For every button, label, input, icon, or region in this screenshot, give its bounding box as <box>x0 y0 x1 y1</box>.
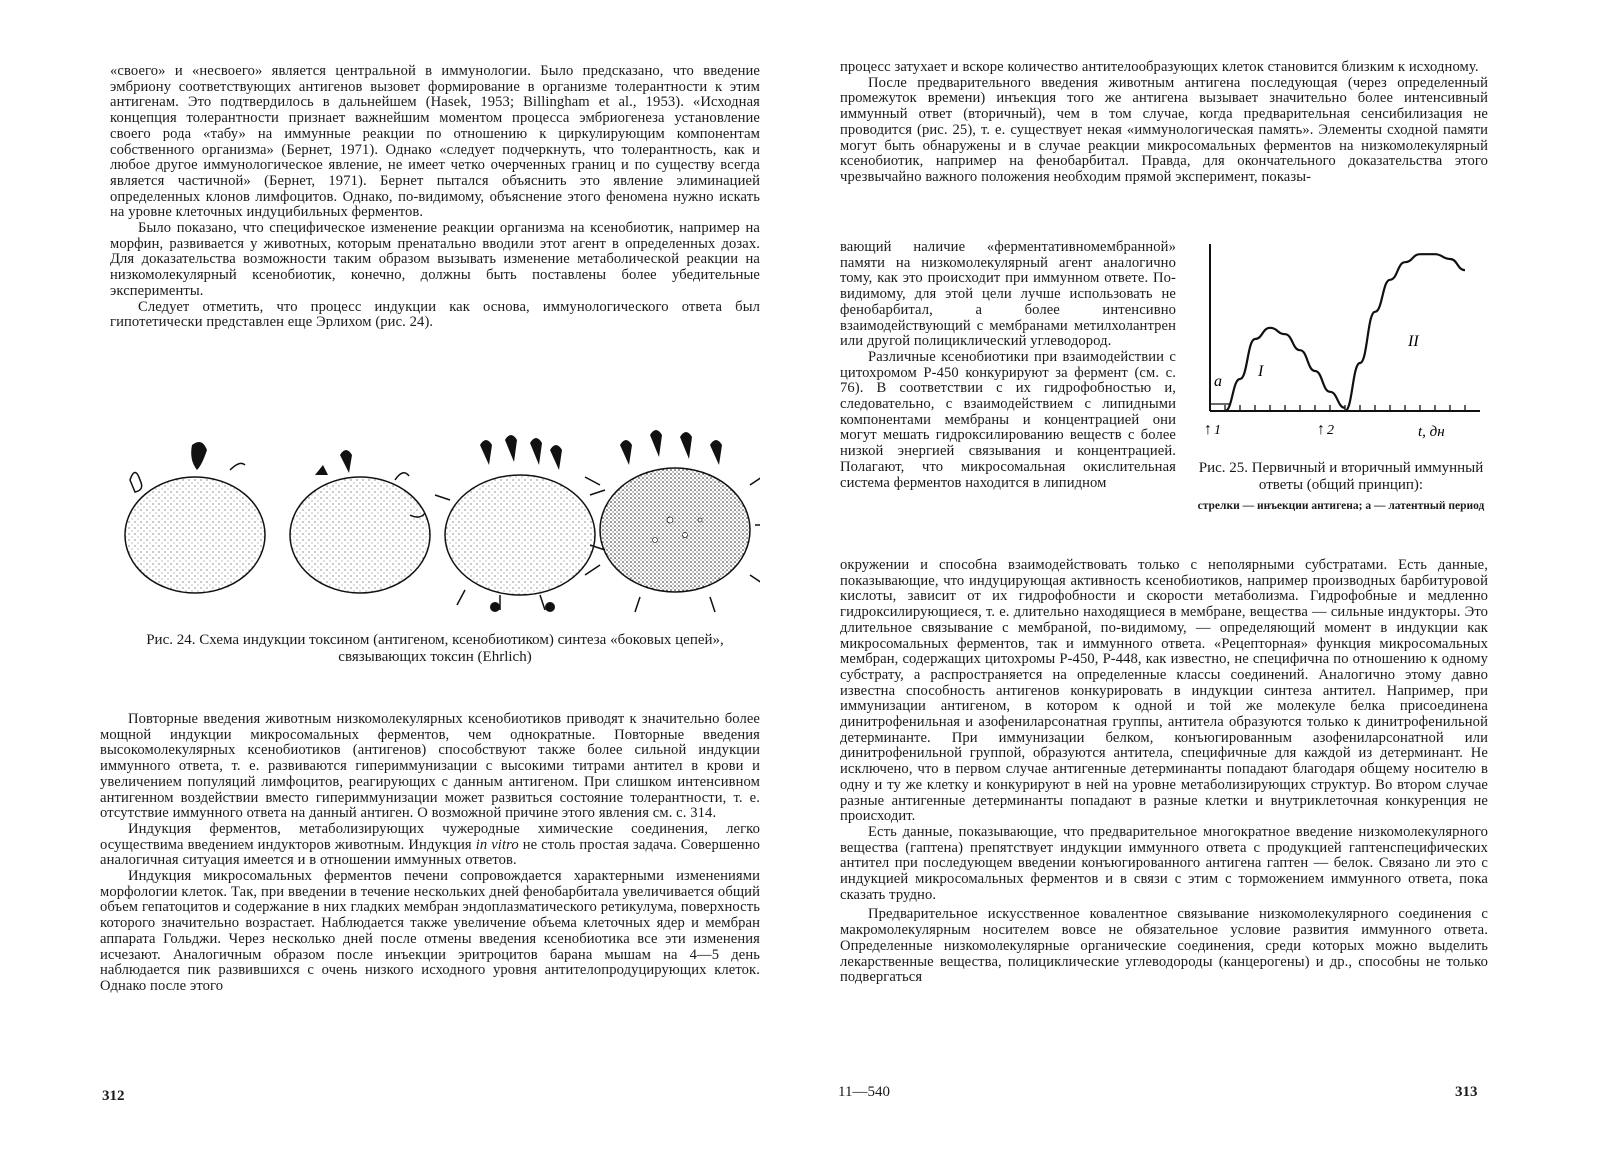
right-paragraph-5: Предварительное искусственное ковалентное связывание низкомолекулярного соединения с макромолекулярным носителем вовсе не обязательное условие развития иммунного ответа. Определенные низкомолекулярные органические соединения, среди которых можно выделить лекарственные вещества, полициклические углеводороды (канцерогены) и др., способны не только подвергаться <box>840 906 1488 986</box>
figure-24-caption: Рис. 24. Схема индукции токсином (антигеном, ксенобиотиком) синтеза «боковых цепей», связывающих токсин (Ehrlich) <box>146 632 724 665</box>
left-page-number: 312 <box>102 1088 125 1104</box>
left-paragraph-1: «своего» и «несвоего» является центральной в иммунологии. Было предсказано, что введение эмбриону соответствующих антигенов вызовет формирование в организме толерантности к этим антигенам. Это подтвердилось в дальнейшем (Hasek, 1953; Billingham et al., 1953). «Исходная концепция толерантности признает важнейшим моментом процесса эмбриогенеза установление своего рода «табу» на иммунные реакции по отношению к циркулирующим компонентам собственного организма» (Бернет, 1971). Однако «следует подчеркнуть, что толерантность, как и любое другое иммунологическое явление, не имеет четко очерченных границ и по существу всегда является частичной» (Бернет, 1971). Бернет пытался объяснить это явление элиминацией определенных клонов лимфоцитов. Однако, по-видимому, объяснение этого феномена нужно искать на уровне клеточных индуцибильных ферментов. <box>110 63 760 221</box>
left-paragraph-4: Повторные введения животным низкомолекулярных ксенобиотиков приводят к значительно более мощной индукции микросомальных ферментов, чем однократные. Повторные введения высокомолекулярных ксенобиотиков (антигенов) способствуют также более сильной индукции иммунного ответа, т. е. развиваются гипериммунизации с высокими титрами антител в крови и увеличением популяций лимфоцитов, реагирующих с данным антигеном. При слишком интенсивном антигенном воздействии вместо гипериммунизации может развиться состояние толерантности, т. е. отсутствие иммунного ответа на данный антиген. О возможной причине этого явления см. с. 314. <box>100 711 760 822</box>
latent-period-label: a <box>1214 373 1222 390</box>
p5-text-b: не столь простая задача. Совершенно аналогичная ситуация имеется и в отношении иммунных ответов. <box>100 836 761 869</box>
left-paragraph-2: Было показано, что специфическое изменение реакции организма на ксенобиотик, например на морфин, развивается у животных, которым пренатально вводили этот агент в определенных дозах. Для доказательства возможности таким образом вызывать изменение метаболической реакции на низкомолекулярный ксенобиотик, конечно, должны быть поставлены более убедительные эксперименты. <box>110 220 760 299</box>
figure-25-caption: Рис. 25. Первичный и вторичный иммунный ответы (общий принцип): <box>1198 460 1484 493</box>
arrow-1-label: 1 <box>1214 423 1221 438</box>
arrow-1-glyph: ↑ <box>1204 421 1212 438</box>
left-text-top <box>110 64 760 331</box>
arrow-2-label: 2 <box>1327 423 1334 438</box>
right-page <box>800 0 1600 1176</box>
right-paragraph-3-part-1: Различные ксенобиотики при взаимодействии с цитохромом Р-450 конкурируют за фермент (см. с. 76). В соответствии с их гидрофобностью и, следовательно, с взаимодействием с липидными компонентами мембраны и концентрацией они могут мешать гидроксилированию веществ с более низкой энергией связывания и концентрацией. Полагают, что микросомальная окислительная система ферментов находится в липидном <box>840 348 1176 491</box>
right-text-narrow <box>840 240 1176 491</box>
peak-1-label: I <box>1258 363 1264 380</box>
left-text-bottom <box>100 712 760 995</box>
left-paragraph-3: Следует отметить, что процесс индукции как основа, иммунологического ответа был гипотетически представлен еще Эрлихом (рис. 24). <box>110 298 760 331</box>
figure-24-caption-block <box>110 632 760 666</box>
arrow-2-glyph: ↑ <box>1317 421 1325 438</box>
right-paragraph-2: После предварительного введения животным антигена последующая (через определенный промежуток времени) инъекция того же антигена вызывает значительно более интенсивный иммунный ответ (вторичный), чем в том случае, когда предварительная сенсибилизация не проводится (рис. 25), т. е. существует некая «иммунологическая память». Элементы сходной памяти могут быть обнаружены и в случае реакции микросомальных ферментов на низкомолекулярный ксенобиотик, например на фенобарбитал. Правда, для окончательного доказательства этого чрезвычайно важного положения необходим прямой эксперимент, показы- <box>840 74 1488 185</box>
cell-stage-4 <box>585 430 760 612</box>
cell-stage-2 <box>290 450 430 593</box>
x-axis-label: t, дн <box>1418 424 1445 440</box>
figure-25-legend: стрелки — инъекции антигена; а — латентный период <box>1197 500 1485 512</box>
left-paragraph-5 <box>100 822 760 869</box>
signature-mark: 11—540 <box>838 1084 890 1100</box>
right-paragraph-4: Есть данные, показывающие, что предварительное многократное введение низкомолекулярного вещества (гаптена) препятствует индукции иммунного ответа с продукцией гаптенспецифических антител при последующем введении конъюгированного антигена гаптен — белок. Связано ли это с индукцией микросомальных ферментов и в связи с этим с торможением иммунного ответа, пока сказать трудно. <box>840 823 1488 903</box>
cell-stage-1 <box>125 442 265 593</box>
right-text-bottom <box>840 558 1488 986</box>
right-page-number: 313 <box>1455 1084 1478 1100</box>
right-text-top <box>840 60 1488 186</box>
p5-text-a: Индукция ферментов, метаболизирующих чужеродные химические соединения, легко осуществима введением индукторов животным. Индукция <box>100 820 760 853</box>
curve-primary-response <box>1225 328 1345 411</box>
curve-secondary-response <box>1345 254 1465 411</box>
p5-italic: in vitro <box>475 836 519 853</box>
right-paragraph-3-part-2: окружении и способна взаимодействовать только с неполярными субстратами. Есть данные, показывающие, что индуцирующая активность ксенобиотиков, например производных барбитуровой кислоты, зависит от их гидрофобности и скорости метаболизма. Гидрофобные и медленно гидроксилирующиеся, т. е. длительно находящиеся в мембране, вещества — сильные индукторы. Это длительное связывание с мембраной, по-видимому, — определяющий момент в индукции как микросомальных ферментов, так и иммунного ответа. «Рецепторная» функция микросомальных мембран, содержащих цитохромы Р-450, Р-448, как известно, не специфична по отношению к одному субстрату, а распространяется на определенные классы соединений. Аналогично этому давно известна способность антигенов конкурировать в индукции синтеза антител. Например, при иммунизации антигеном, в котором к одной и той же молекуле белка присоединена динитрофенильная и азофениларсонатная группы, антитела образуются только к динитрофенильной детерминанте. При иммунизации белком, конъюгированным азофениларсонатной или динитрофенильной группой, образуются антитела, специфичные для каждой из детерминант. Не исключено, что в первом случае антигенные детерминанты попадают благодаря общему носителю в одну и ту же клетку и конкурируют в ней на уровне метаболизирующих структур. Во втором случае разные антигенные детерминанты попадают в разные клетки и внутриклеточная конкуренция не происходит. <box>840 557 1488 825</box>
right-paragraph-1: процесс затухает и вскоре количество антителообразующих клеток становится близким к исходному. <box>840 59 1479 75</box>
figure-24-illustration <box>110 425 760 625</box>
left-paragraph-6: Индукция микросомальных ферментов печени сопровождается характерными изменениями морфологии клеток. Так, при введении в течение нескольких дней фенобарбитала увеличивается общий объем гепатоцитов и содержание в них гладких мембран эндоплазматического ретикулума, поверхность которого значительно возрастает. Наблюдается также увеличение объема клеточных ядер и мембран аппарата Гольджи. Через несколько дней после отмены введения ксенобиотика все эти изменения исчезают. Аналогичным образом после инъекции эритроцитов барана мышам на 4—5 день наблюдается пик развившихся с очень низкого исходного уровня антителопродуцирующих клеток. Однако после этого <box>100 868 760 994</box>
figure-25-chart <box>1190 236 1490 446</box>
peak-2-label: II <box>1408 333 1419 350</box>
right-paragraph-2-cont: вающий наличие «ферментативномембранной» памяти на низкомолекулярный агент аналогично тому, как это происходит при иммунном ответе. По-видимому, для этой цели лучше использовать не фенобарбитал, а более интенсивно взаимодействующий с мембранами метилхолантрен или другой полициклический углеводород. <box>840 239 1176 350</box>
figure-25-caption-block <box>1196 460 1486 513</box>
cell-stage-3 <box>435 435 605 612</box>
